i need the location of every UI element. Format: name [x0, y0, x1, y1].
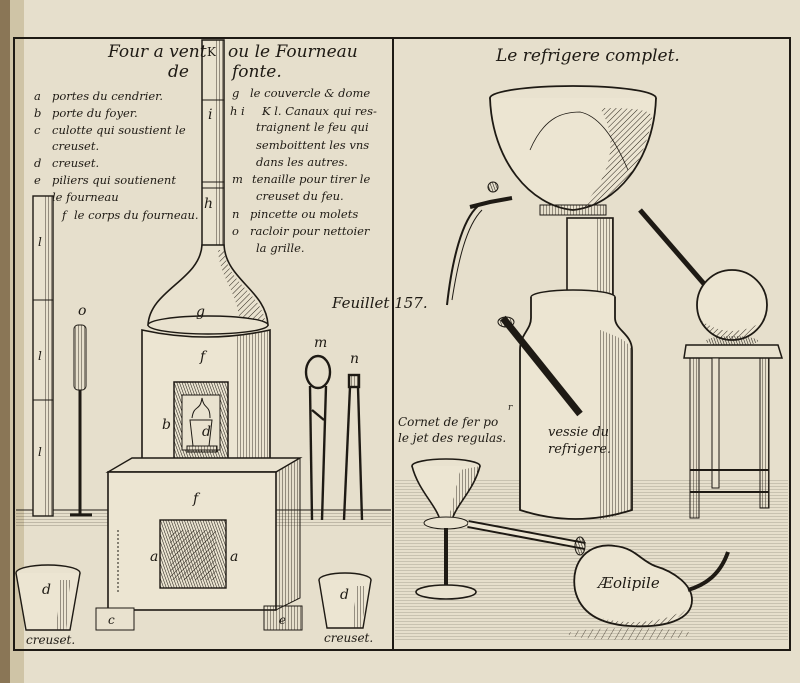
legend-key: h i [230, 104, 245, 118]
legend-key: n [232, 207, 240, 221]
letter-n: n [350, 351, 360, 367]
caption-creuset-right: creuset. [324, 631, 374, 645]
legend-text: pincette ou molets [250, 207, 359, 221]
letter-o: o [78, 303, 87, 319]
legend-text: le couvercle & dome [250, 86, 371, 100]
letter-e: e [279, 613, 287, 627]
legend-key: a [34, 89, 41, 103]
legend-text: traignent le feu qui [256, 120, 369, 134]
furnace-base [96, 458, 302, 630]
letter-a-right: a [230, 549, 239, 565]
legend-text: creuset. [52, 156, 100, 170]
letter-l2: l [38, 349, 42, 363]
letter-g: g [196, 304, 205, 320]
letter-b: b [162, 417, 171, 433]
legend-text: K l. Canaux qui res- [262, 104, 377, 118]
legend-text: le fourneau [52, 190, 119, 204]
letter-m: m [314, 335, 328, 351]
legend-text: dans les autres. [256, 155, 348, 169]
right-title: Le refrigere complet. [496, 46, 680, 66]
legend-text: porte du foyer. [52, 106, 138, 120]
left-title-part3: de [168, 62, 189, 82]
legend-text: creuset du feu. [256, 189, 344, 203]
legend-key: b [34, 106, 42, 120]
letter-f-base: f [193, 491, 199, 507]
vessie-label-line1: vessie du [548, 425, 610, 440]
legend-text: la grille. [256, 241, 305, 255]
legend-text: tenaille pour tirer le [252, 172, 371, 186]
rod-l [33, 196, 53, 516]
legend-text: semboittent les vns [256, 138, 370, 152]
letter-i: i [208, 107, 213, 123]
label-k: K [207, 45, 216, 59]
page-reference: Feuillet 157. [332, 294, 428, 312]
legend-key: f [62, 208, 67, 222]
legend-key: o [232, 224, 239, 238]
left-title-part1: Four a vent [108, 42, 207, 62]
left-title-part2: ou le Fourneau [228, 42, 358, 62]
legend-text: portes du cendrier. [52, 89, 164, 103]
letter-d-crucible-right: d [340, 587, 349, 603]
legend-text: piliers qui soutienent [52, 173, 176, 187]
letter-d-crucible-left: d [42, 582, 51, 598]
legend-key: c [34, 123, 41, 137]
caption-creuset-left: creuset. [26, 633, 76, 647]
furnace-body [142, 330, 270, 469]
cornet-label-line2: le jet des regulas. [398, 431, 507, 445]
legend-key: d [34, 156, 42, 170]
aeolipile-label: Æolipile [598, 574, 660, 592]
cornet-label-line1: Cornet de fer po [398, 415, 499, 429]
letter-c: c [108, 613, 115, 627]
left-title-part4: fonte. [232, 62, 282, 82]
legend-key: e [34, 173, 41, 187]
letter-l1: l [38, 235, 42, 249]
legend-key: m [232, 172, 243, 186]
legend-text: culotte qui soustient le [52, 123, 186, 137]
letter-a-left: a [150, 549, 159, 565]
vessie-label-line2: refrigere. [548, 442, 612, 457]
cornet-label-superscript: r [508, 403, 513, 413]
legend-key: g [232, 86, 240, 100]
legend-text: racloir pour nettoier [250, 224, 370, 238]
legend-text: creuset. [52, 139, 100, 153]
legend-text: le corps du fourneau. [74, 208, 199, 222]
letter-h: h [204, 196, 214, 212]
letter-f: f [200, 349, 206, 365]
letter-d: d [202, 424, 211, 440]
letter-l3: l [38, 445, 42, 459]
